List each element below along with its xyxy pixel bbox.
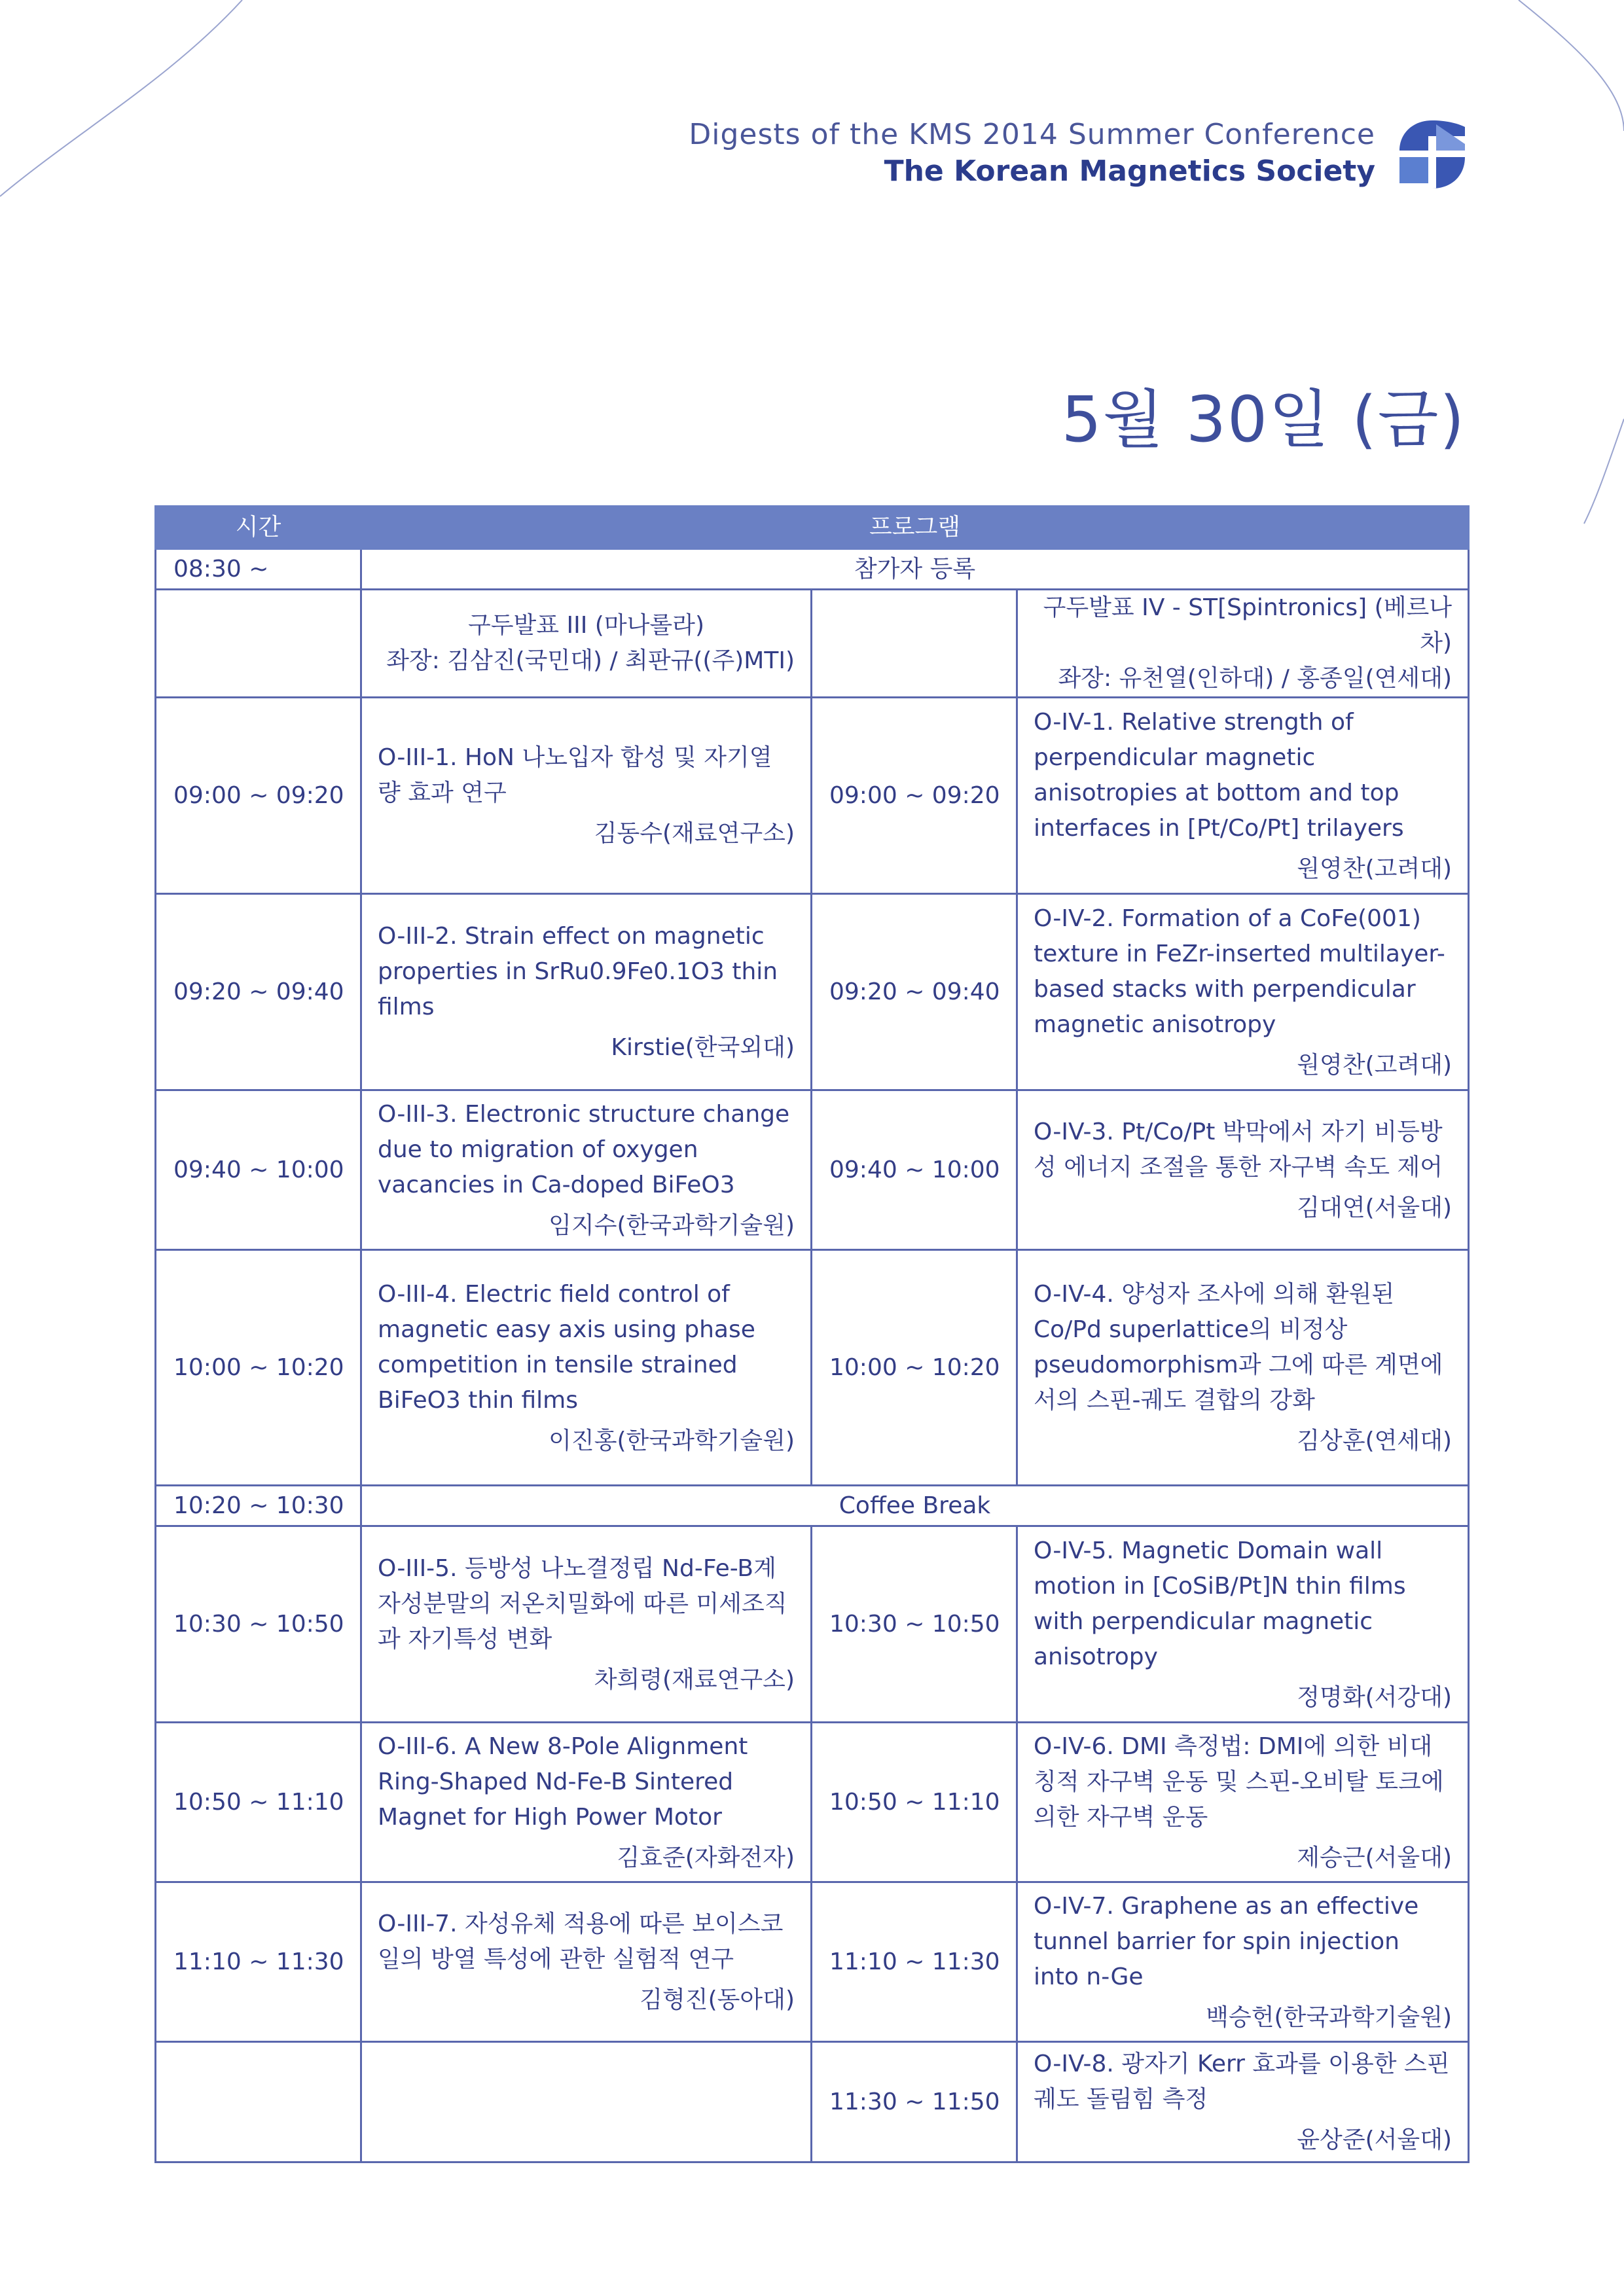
empty-cell xyxy=(812,590,1017,698)
session-header-row xyxy=(156,590,1469,698)
page-header xyxy=(689,117,1375,190)
talk-time: 10:50 ~ 11:10 xyxy=(156,1723,361,1882)
talk-time-b: 11:30 ~ 11:50 xyxy=(812,2042,1017,2162)
talk-a-author: 김효준(자화전자) xyxy=(617,1844,795,1871)
talk-b-title: O-IV-3. Pt/Co/Pt 박막에서 자기 비등방성 에너지 조절을 통한 자구벽 속도 제어 xyxy=(1034,1118,1443,1181)
talk-b-title: O-IV-1. Relative strength of perpendicular magnetic anisotropies at bottom and top interfaces in [Pt/Co/Pt] trilayers xyxy=(1034,708,1404,842)
talk-time-b: 09:40 ~ 10:00 xyxy=(812,1090,1017,1250)
talk-a-title: O-III-4. Electric field control of magnetic easy axis using phase competition in tensile strained BiFeO3 thin films xyxy=(378,1280,755,1414)
talk-b-title: O-IV-4. 양성자 조사에 의해 환원된 Co/Pd superlattice의 비정상 pseudomorphism과 그에 따른 계면에서의 스핀-궤도 결합의 강화 xyxy=(1034,1280,1443,1414)
talk-a-author: 김형진(동아대) xyxy=(640,1986,795,2013)
talk-b xyxy=(1017,1723,1469,1882)
session-b-header xyxy=(1017,590,1469,698)
talk-b-author: 김대연(서울대) xyxy=(1297,1194,1453,1221)
talk-b-title: O-IV-8. 광자기 Kerr 효과를 이용한 스핀궤도 돌림힘 측정 xyxy=(1034,2050,1450,2113)
talk-time-b: 11:10 ~ 11:30 xyxy=(812,1882,1017,2042)
talk-time: 10:30 ~ 10:50 xyxy=(156,1526,361,1723)
talk-time: 11:10 ~ 11:30 xyxy=(156,1882,361,2042)
talk-a xyxy=(361,1723,812,1882)
talk-b xyxy=(1017,2042,1469,2162)
session-a-title: 구두발표 III (마나롤라) xyxy=(467,612,705,639)
talk-a xyxy=(361,894,812,1090)
talk-a xyxy=(361,1526,812,1723)
table-row xyxy=(156,2042,1469,2162)
talk-a-title: O-III-2. Strain effect on magnetic properties in SrRu0.9Fe0.1O3 thin films xyxy=(378,922,778,1020)
talk-time-b: 09:20 ~ 09:40 xyxy=(812,894,1017,1090)
session-b-title: 구두발표 IV - ST[Spintronics] (베르나차) xyxy=(1043,594,1453,656)
talk-a xyxy=(361,698,812,894)
kms-logo-icon xyxy=(1396,118,1469,191)
table-row xyxy=(156,698,1469,894)
talk-time-b: 10:00 ~ 10:20 xyxy=(812,1250,1017,1486)
session-a-chairs: 좌장: 김삼진(국민대) / 최판규((주)MTI) xyxy=(386,647,795,674)
talk-a-author: 차희령(재료연구소) xyxy=(594,1666,795,1693)
coffee-label: Coffee Break xyxy=(361,1486,1469,1526)
talk-time-b: 09:00 ~ 09:20 xyxy=(812,698,1017,894)
header-time: 시간 xyxy=(156,507,361,549)
talk-b-author: 원영찬(고려대) xyxy=(1297,855,1453,882)
header-society: The Korean Magnetics Society xyxy=(884,154,1375,188)
talk-a xyxy=(361,1250,812,1486)
talk-a xyxy=(361,1882,812,2042)
talk-b-author: 윤상준(서울대) xyxy=(1297,2126,1453,2153)
header-program: 프로그램 xyxy=(361,507,1469,549)
talk-b xyxy=(1017,894,1469,1090)
coffee-break-row xyxy=(156,1486,1469,1526)
registration-row xyxy=(156,549,1469,590)
talk-a-title: O-III-7. 자성유체 적용에 따른 보이스코일의 방열 특성에 관한 실험적 연구 xyxy=(378,1910,784,1973)
talk-a xyxy=(361,1090,812,1250)
talk-time-b: 10:50 ~ 11:10 xyxy=(812,1723,1017,1882)
empty-cell xyxy=(156,590,361,698)
talk-time: 09:00 ~ 09:20 xyxy=(156,698,361,894)
talk-a-author: 이진홍(한국과학기술원) xyxy=(549,1427,795,1454)
talk-b-title: O-IV-2. Formation of a CoFe(001) texture in FeZr-inserted multilayer-based stacks with perpendicular magnetic anisotropy xyxy=(1034,905,1445,1038)
session-date: 5월 30일 (금) xyxy=(1061,383,1466,456)
session-b-chairs: 좌장: 유천열(인하대) / 홍종일(연세대) xyxy=(1058,665,1453,692)
talk-a-author: Kirstie(한국외대) xyxy=(611,1033,795,1061)
talk-a-title: O-III-6. A New 8-Pole Alignment Ring-Shaped Nd-Fe-B Sintered Magnet for High Power Motor xyxy=(378,1732,748,1831)
talk-a-author: 김동수(재료연구소) xyxy=(594,819,795,847)
talk-b xyxy=(1017,1526,1469,1723)
talk-a xyxy=(361,2042,812,2162)
coffee-time: 10:20 ~ 10:30 xyxy=(156,1486,361,1526)
talk-time: 09:20 ~ 09:40 xyxy=(156,894,361,1090)
talk-a-author: 임지수(한국과학기술원) xyxy=(549,1211,795,1239)
table-row xyxy=(156,1250,1469,1486)
talk-time: 10:00 ~ 10:20 xyxy=(156,1250,361,1486)
table-row xyxy=(156,1723,1469,1882)
talk-time-b: 10:30 ~ 10:50 xyxy=(812,1526,1017,1723)
talk-b-title: O-IV-6. DMI 측정법: DMI에 의한 비대칭적 자구벽 운동 및 스핀-오비탈 토크에 의한 자구벽 운동 xyxy=(1034,1732,1444,1831)
talk-b-title: O-IV-7. Graphene as an effective tunnel barrier for spin injection into n-Ge xyxy=(1034,1892,1419,1990)
talk-b xyxy=(1017,1090,1469,1250)
table-header-row xyxy=(156,507,1469,549)
table-row xyxy=(156,1882,1469,2042)
talk-b-author: 백승헌(한국과학기술원) xyxy=(1206,2003,1453,2031)
table-row xyxy=(156,1090,1469,1250)
talk-b-author: 제승근(서울대) xyxy=(1297,1844,1453,1871)
table-row xyxy=(156,894,1469,1090)
talk-b-author: 정명화(서강대) xyxy=(1297,1683,1453,1711)
header-conference: Digests of the KMS 2014 Summer Conference xyxy=(689,118,1375,151)
session-a-header xyxy=(361,590,812,698)
talk-a-title: O-III-1. HoN 나노입자 합성 및 자기열량 효과 연구 xyxy=(378,744,772,806)
program-table xyxy=(154,505,1470,2163)
talk-b-title: O-IV-5. Magnetic Domain wall motion in [CoSiB/Pt]N thin films with perpendicular magnetic anisotropy xyxy=(1034,1537,1406,1670)
talk-b xyxy=(1017,698,1469,894)
talk-time: 09:40 ~ 10:00 xyxy=(156,1090,361,1250)
talk-b xyxy=(1017,1882,1469,2042)
table-row xyxy=(156,1526,1469,1723)
talk-a-title: O-III-5. 등방성 나노결정립 Nd-Fe-B계 자성분말의 저온치밀화에 따른 미세조직과 자기특성 변화 xyxy=(378,1554,787,1653)
talk-b xyxy=(1017,1250,1469,1486)
registration-label: 참가자 등록 xyxy=(361,549,1469,590)
talk-b-author: 김상훈(연세대) xyxy=(1297,1427,1453,1454)
talk-b-author: 원영찬(고려대) xyxy=(1297,1051,1453,1079)
talk-time xyxy=(156,2042,361,2162)
talk-a-title: O-III-3. Electronic structure change due to migration of oxygen vacancies in Ca-doped BiFeO3 xyxy=(378,1100,790,1198)
registration-time: 08:30 ~ xyxy=(156,549,361,590)
